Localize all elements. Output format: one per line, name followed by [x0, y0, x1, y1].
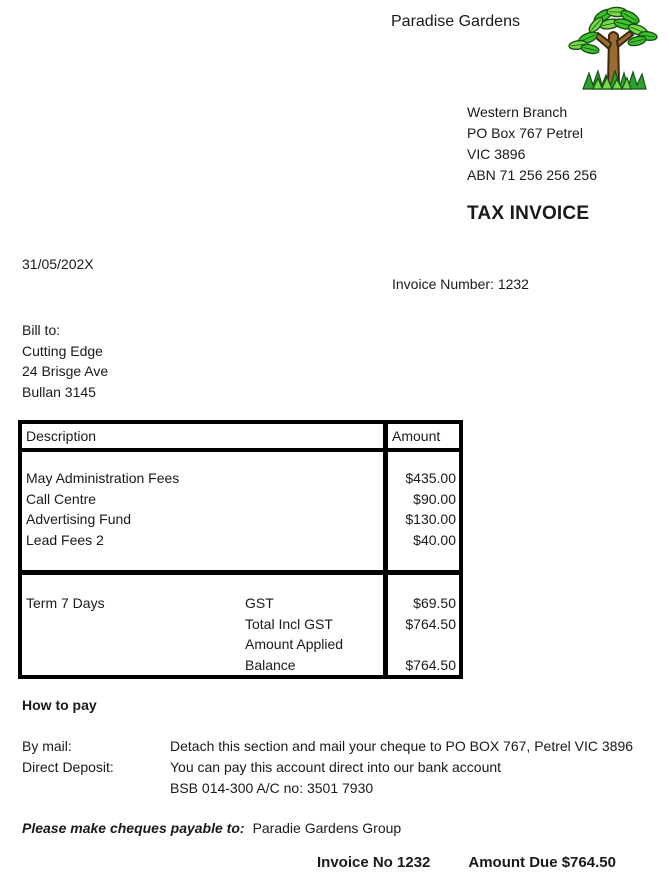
- line-item-amount: $40.00: [413, 531, 456, 548]
- direct-deposit-row: [22, 757, 633, 778]
- bill-to-suburb: Bullan 3145: [22, 383, 96, 400]
- total-amount: $764.50: [405, 615, 456, 632]
- total-amount: $69.50: [413, 595, 456, 611]
- total-label: Balance: [245, 656, 296, 673]
- totals-section: [22, 575, 459, 675]
- pay-method-text: Detach this section and mail your cheque to PO BOX 767, Petrel VIC 3896: [170, 738, 634, 754]
- bill-to-name: Cutting Edge: [22, 342, 103, 359]
- line-item-amounts: [383, 452, 459, 570]
- payment-terms: Term 7 Days: [26, 595, 105, 611]
- invoice-table: [18, 420, 463, 679]
- description-column-header: Description: [26, 428, 97, 444]
- line-item-amount: $130.00: [405, 511, 456, 527]
- bill-to-block: [22, 320, 108, 402]
- footer-summary: [317, 854, 616, 871]
- branch-abn: ABN 71 256 256 256: [467, 167, 597, 183]
- line-items-section: [22, 452, 459, 575]
- branch-po-box: PO Box 767 Petrel: [467, 125, 583, 141]
- total-label: Total Incl GST: [245, 615, 333, 632]
- line-item-amount: $90.00: [413, 490, 456, 507]
- invoice-date: 31/05/202X: [22, 256, 94, 272]
- amount-column-header: Amount: [383, 424, 459, 448]
- pay-method-label: By mail:: [22, 738, 72, 754]
- pay-method-label: [22, 778, 170, 799]
- invoice-number: Invoice Number: 1232: [392, 276, 529, 292]
- company-name: Paradise Gardens: [391, 13, 520, 30]
- cheque-payee: Paradie Gardens Group: [252, 820, 402, 836]
- total-amount: [388, 634, 456, 655]
- table-header-row: [22, 424, 459, 452]
- total-amount: $764.50: [405, 656, 456, 673]
- footer-invoice-no: Invoice No 1232: [317, 854, 431, 871]
- totals-labels: [22, 575, 383, 675]
- cheque-payable-line: [22, 820, 401, 836]
- payment-instructions: [22, 736, 633, 799]
- tree-logo-icon: [567, 3, 661, 93]
- branch-state: VIC 3896: [467, 146, 526, 162]
- cheque-note: Please make cheques payable to:: [22, 820, 245, 836]
- line-item-description: Lead Fees 2: [26, 531, 104, 548]
- document-title: TAX INVOICE: [467, 203, 590, 224]
- totals-amounts: [383, 575, 459, 675]
- bank-account-details: BSB 014-300 A/C no: 3501 7930: [170, 780, 374, 796]
- pay-method-label: Direct Deposit:: [22, 759, 114, 775]
- bill-to-label: Bill to:: [22, 322, 61, 338]
- line-item-description: Call Centre: [26, 490, 97, 507]
- bill-to-street: 24 Brisge Ave: [22, 363, 109, 379]
- line-item-amount: $435.00: [405, 470, 456, 486]
- footer-amount-due: Amount Due $764.50: [468, 854, 616, 871]
- branch-address: [467, 102, 597, 186]
- bank-details-row: [22, 778, 633, 799]
- branch-name: Western Branch: [467, 104, 568, 120]
- line-item-descriptions: [22, 452, 383, 570]
- line-item-description: Advertising Fund: [26, 511, 132, 527]
- pay-method-text: You can pay this account direct into our bank account: [170, 759, 502, 775]
- how-to-pay-heading: How to pay: [22, 697, 97, 713]
- total-label: Amount Applied: [245, 636, 344, 652]
- pay-by-mail-row: [22, 736, 633, 757]
- total-label: GST: [245, 595, 274, 611]
- line-item-description: May Administration Fees: [26, 470, 180, 486]
